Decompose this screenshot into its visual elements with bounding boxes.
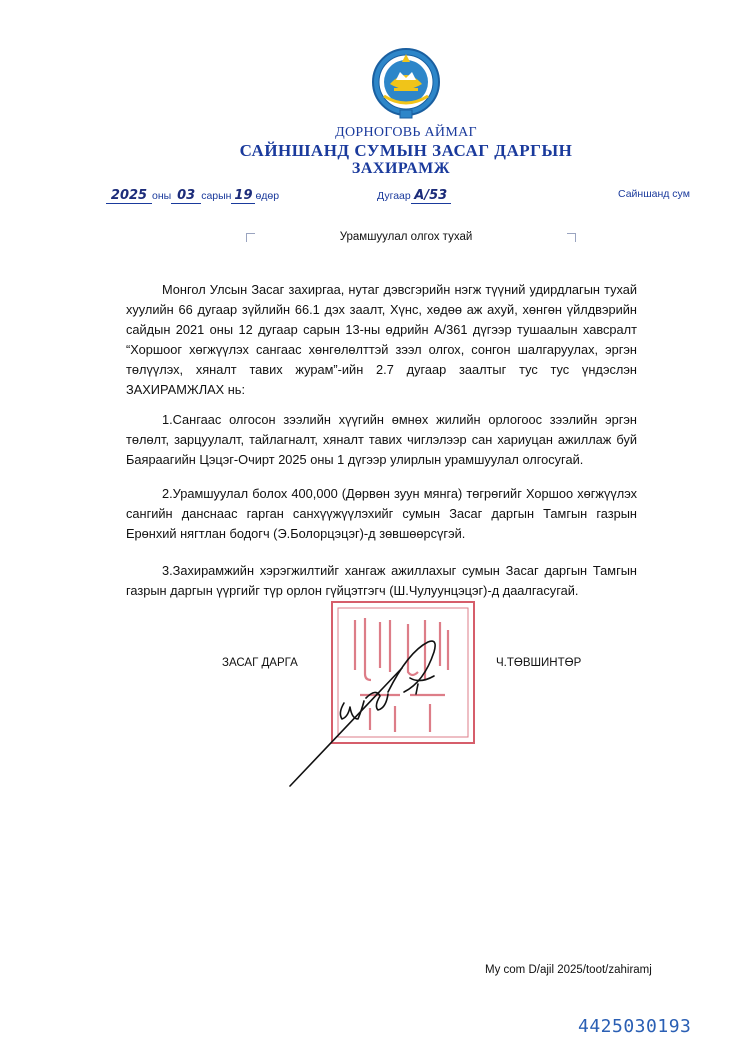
signature-icon <box>282 618 457 793</box>
serial-number: 4425030193 <box>578 1016 692 1037</box>
subject-title: Урамшуулал олгох тухай <box>339 231 473 243</box>
signer-title: ЗАСАГ ДАРГА <box>222 657 298 669</box>
body-intro: Монгол Улсын Засаг захиргаа, нутаг дэвсгэрийн нэгж түүний удирдлагын тухай хуулийн 66 дугаар зүйлийн 66.1 дэх заалт, Хүнс, хөдөө аж ахуй, хөнгөн үйлдвэрийн сайдын 2021 оны 12 дугаар сарын 13-ны өдрийн А/361 дүгээр тушаалын хавсралт “Хоршоог хөгжүүлэх сангаас хөнгөлөлттэй зээл олгох, сонгон шалгаруулах, эргэн төлүүлэх, хяналт тавих журам”-ийн 2.7 дугаар заалтыг тус тус үндэслэн ЗАХИРАМЖЛАХ нь: <box>126 282 637 397</box>
body-item-2: 2.Урамшуулал болох 400,000 (Дөрвөн зуун мянга) төгрөгийг Хоршоо хөгжүүлэх сангийн данснаас гарган санхүүжүүлэхийг сумын Засаг даргын Тамгын газрын Ерөнхий нягтлан бодогч (Э.Болорцэцэг)-д зөвшөөрсүгэй. <box>126 486 637 541</box>
date-day: 19 <box>231 188 255 204</box>
date-month-label: сарын <box>201 190 232 202</box>
number-label: Дугаар <box>377 190 411 202</box>
date-line <box>106 188 279 204</box>
date-year-label: оны <box>152 190 172 202</box>
date-day-label: өдөр <box>255 190 280 202</box>
header-office: САЙНШАНД СУМЫН ЗАСАГ ДАРГЫН <box>239 141 573 160</box>
header-province: ДОРНОГОВЬ АЙМАГ <box>335 125 477 140</box>
file-path: My com D/ajil 2025/toot/zahiramj <box>485 964 652 976</box>
date-month: 03 <box>171 188 201 204</box>
place: Сайншанд сум <box>618 188 690 200</box>
body-item-3: 3.Захирамжийн хэрэгжилтийг хангаж ажиллахыг сумын Засаг даргын Тамгын газрын даргын үүргийг түр орлон гүйцэтгэгч (Ш.Чулуунцэцэг)-д даалгасугай. <box>126 563 637 598</box>
date-year: 2025 <box>106 188 152 204</box>
body-item-1: 1.Сангаас олгосон зээлийн хүүгийн өмнөх жилийн орлогоос зээлийн эргэн төлөлт, зарцуулалт, тайлагналт, хяналт тавих чиглэлээр сан хариуцан ажиллаж буй Баяраагийн Цэцэг-Очирт 2025 оны 1 дүгээр улирлын урамшуулал олгосугай. <box>126 412 637 467</box>
header-doc-type: ЗАХИРАМЖ <box>351 160 451 177</box>
signer-name: Ч.ТӨВШИНТӨР <box>496 657 582 669</box>
state-emblem-icon <box>370 44 442 124</box>
number-line <box>377 188 451 204</box>
document-number: А/53 <box>411 188 451 204</box>
